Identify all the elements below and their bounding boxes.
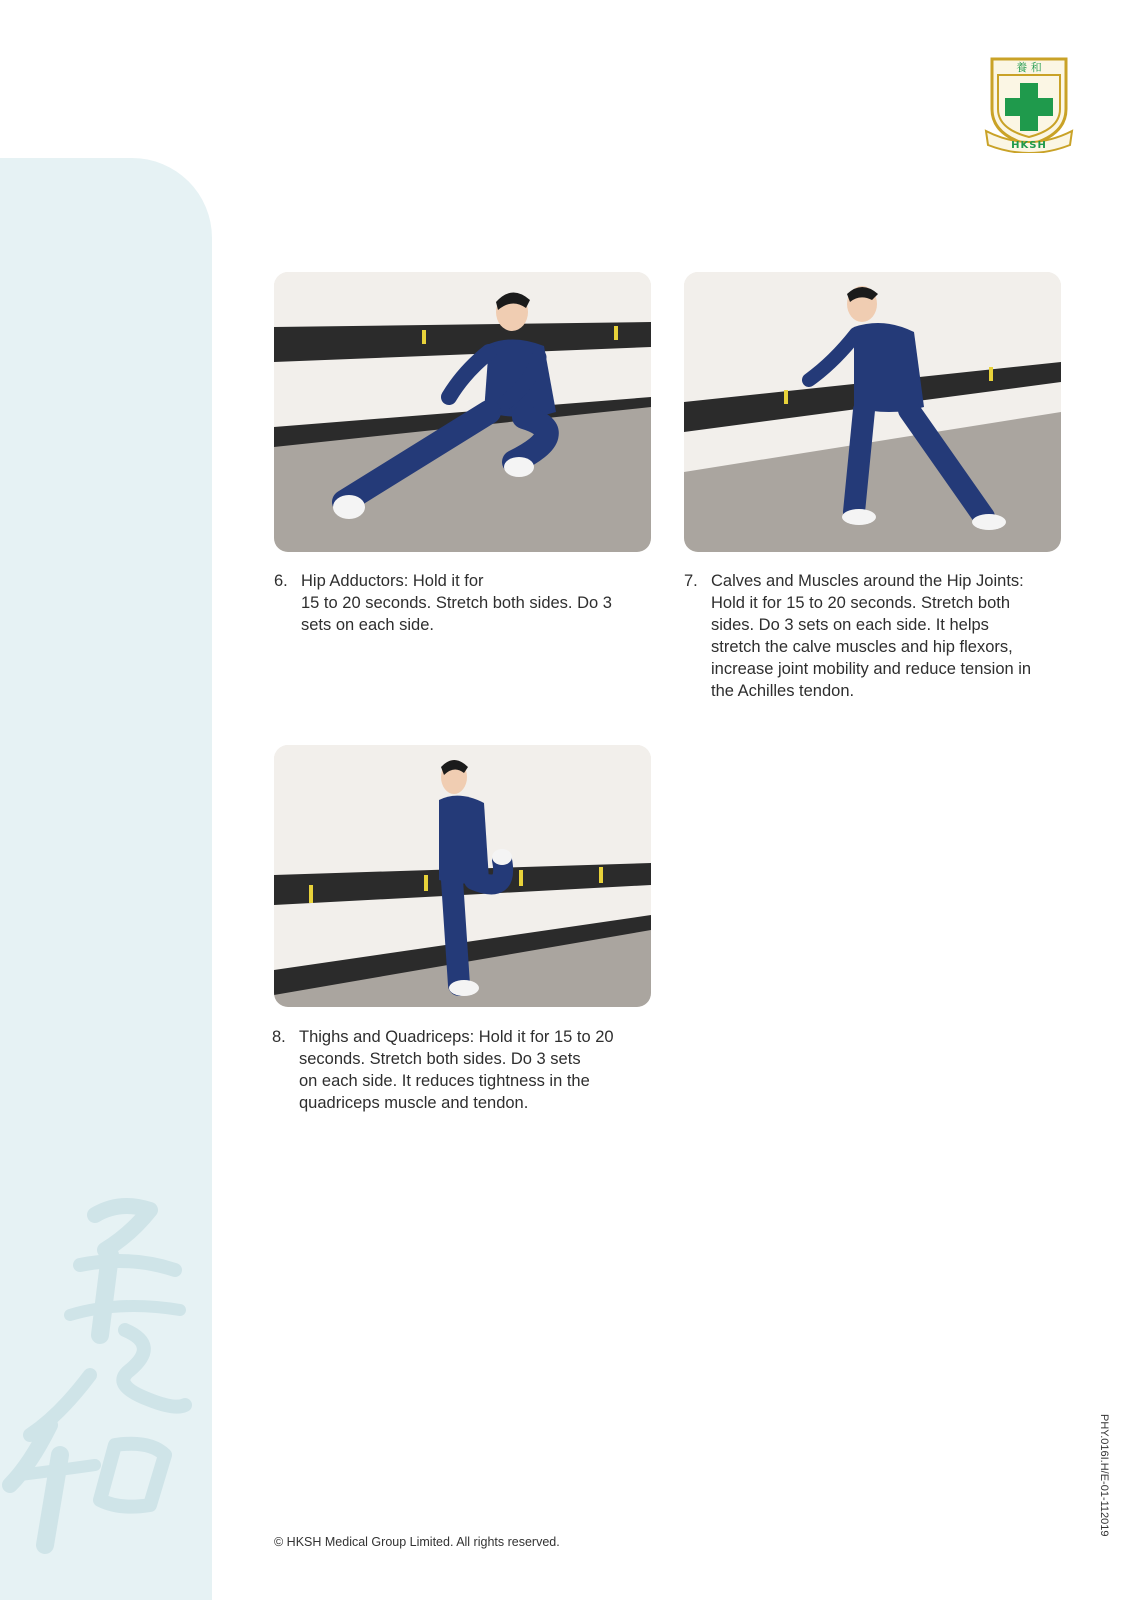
exercise-6-line-3: sets on each side. bbox=[301, 616, 434, 634]
exercise-6-line-1: Hip Adductors: Hold it for bbox=[301, 572, 484, 590]
quadriceps-stretch-photo bbox=[274, 745, 651, 1007]
exercise-7-line-6: the Achilles tendon. bbox=[711, 682, 855, 700]
document-code: PHY.016I.H/E-01-112019 bbox=[1098, 1414, 1110, 1537]
exercise-7-line-5: increase joint mobility and reduce tension in bbox=[711, 660, 1032, 678]
logo-chinese-text: 養 和 bbox=[1016, 61, 1042, 74]
exercise-6-line-2: 15 to 20 seconds. Stretch both sides. Do 3 bbox=[301, 594, 612, 612]
hip-adductor-stretch-photo bbox=[274, 272, 651, 552]
exercise-8-line-2: seconds. Stretch both sides. Do 3 sets bbox=[299, 1050, 581, 1068]
calf-hip-stretch-photo bbox=[684, 272, 1061, 552]
exercise-7-line-2: Hold it for 15 to 20 seconds. Stretch both bbox=[711, 594, 1011, 612]
exercise-7-line-4: stretch the calve muscles and hip flexors, bbox=[711, 638, 1013, 656]
exercise-8-line-3: on each side. It reduces tightness in the bbox=[299, 1072, 590, 1090]
exercise-7-caption bbox=[684, 570, 1061, 710]
exercise-7-line-3: sides. Do 3 sets on each side. It helps bbox=[711, 616, 989, 634]
exercise-8-line-4: quadriceps muscle and tendon. bbox=[299, 1094, 529, 1112]
exercise-6-number: 6. bbox=[274, 572, 288, 590]
hksh-logo bbox=[982, 53, 1076, 153]
exercise-6-caption bbox=[274, 570, 651, 640]
logo-english-text: HKSH bbox=[1011, 140, 1047, 151]
calligraphy-watermark-icon bbox=[0, 1195, 200, 1555]
copyright-notice: © HKSH Medical Group Limited. All rights reserved. bbox=[274, 1535, 560, 1549]
exercise-7-number: 7. bbox=[684, 572, 698, 590]
exercise-8-line-1: Thighs and Quadriceps: Hold it for 15 to 20 bbox=[299, 1028, 614, 1046]
exercise-7-line-1: Calves and Muscles around the Hip Joints: bbox=[711, 572, 1024, 590]
exercise-8-caption bbox=[272, 1026, 649, 1116]
exercise-8-number: 8. bbox=[272, 1028, 286, 1046]
